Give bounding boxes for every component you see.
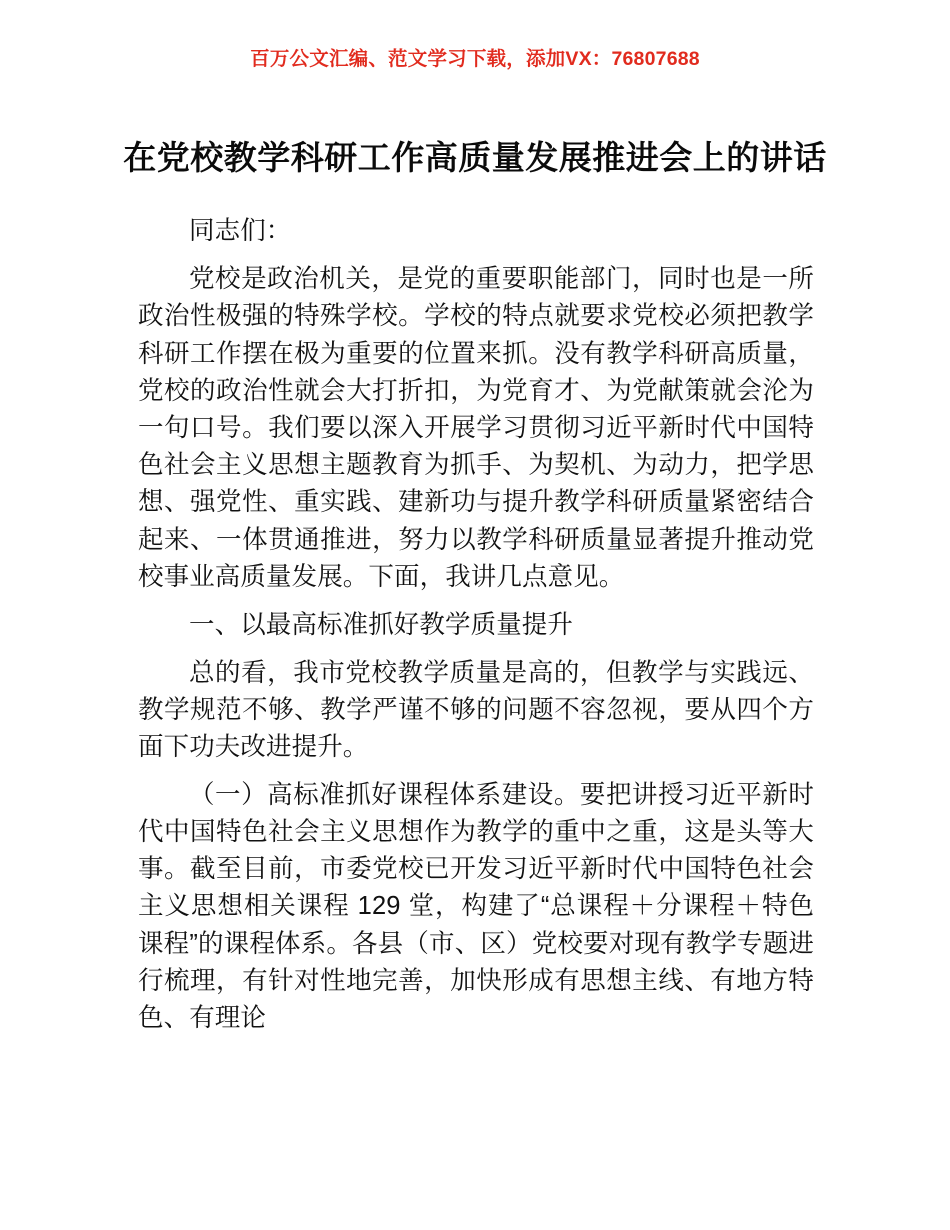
body-paragraph-3: （一）高标准抓好课程体系建设。要把讲授习近平新时代中国特色社会主义思想作为教学的重中之重，这是头等大事。截至目前，市委党校已开发习近平新时代中国特色社会主义思想相关课程 129 堂，构建了“总课程＋分课程＋特色课程”的课程体系。各县（市、区）党校要对现有教学专题进行梳理，有针对性地完善，加快形成有思想主线、有地方特色、有理论	[138, 780, 814, 1033]
promo-header-text: 百万公文汇编、范文学习下载，添加VX：76807688	[250, 48, 700, 70]
document-title: 在党校教学科研工作高质量发展推进会上的讲话	[123, 139, 827, 177]
salutation-paragraph: 同志们：	[189, 217, 292, 245]
document-body	[138, 213, 814, 1037]
body-paragraph-1: 党校是政治机关，是党的重要职能部门，同时也是一所政治性极强的特殊学校。学校的特点就要求党校必须把教学科研工作摆在极为重要的位置来抓。没有教学科研高质量，党校的政治性就会大打折扣，为党育才、为党献策就会沦为一句口号。我们要以深入开展学习贯彻习近平新时代中国特色社会主义思想主题教育为抓手、为契机、为动力，把学思想、强党性、重实践、建新功与提升教学科研质量紧密结合起来、一体贯通推进，努力以教学科研质量显著提升推动党校事业高质量发展。下面，我讲几点意见。	[138, 265, 814, 591]
body-paragraph-2: 总的看，我市党校教学质量是高的，但教学与实践远、教学规范不够、教学严谨不够的问题不容忽视，要从四个方面下功夫改进提升。	[138, 658, 814, 762]
promo-header	[0, 46, 950, 72]
section-heading-1: 一、以最高标准抓好教学质量提升	[189, 610, 574, 639]
